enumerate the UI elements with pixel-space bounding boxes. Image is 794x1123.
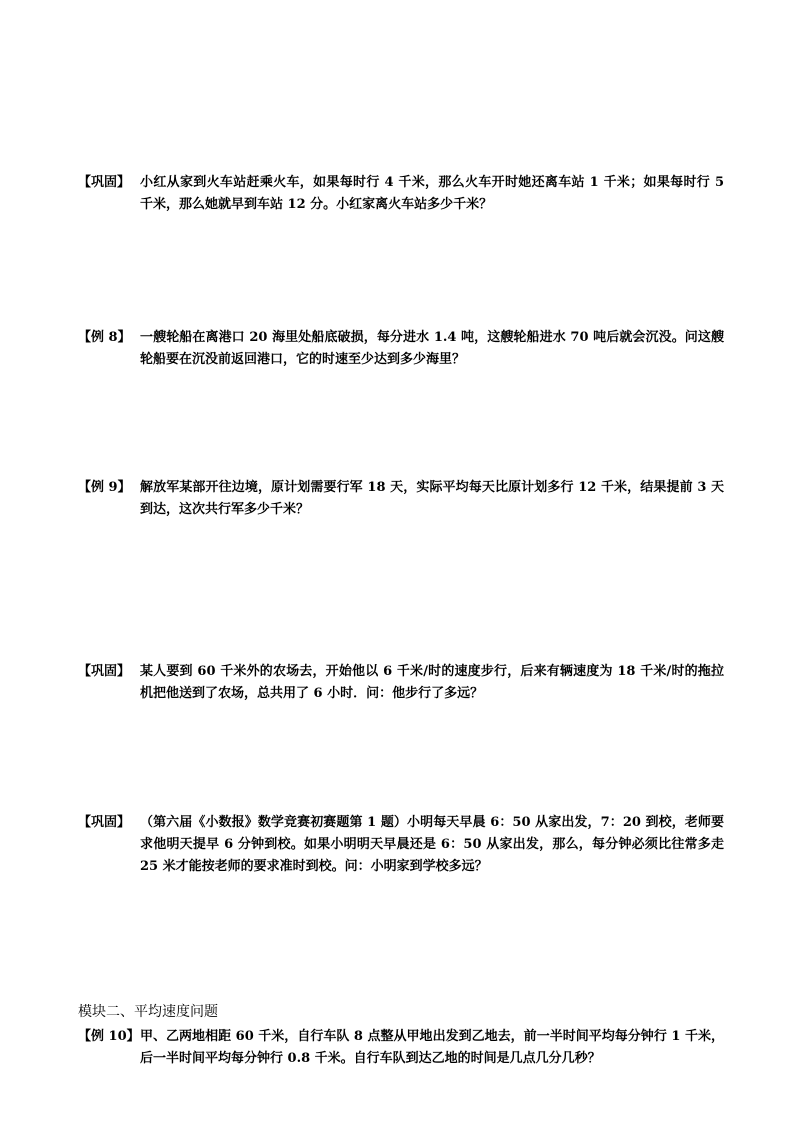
problem-tag: 【巩固】 bbox=[78, 175, 131, 190]
section-title: 模块二、平均速度问题 bbox=[78, 1004, 218, 1020]
problem-tag: 【例 9】 bbox=[78, 480, 131, 495]
problem-consolidate-3 bbox=[78, 812, 724, 878]
problem-tag: 【巩固】 bbox=[78, 664, 131, 679]
problem-consolidate-2 bbox=[78, 661, 724, 705]
problem-tag: 【例 10】 bbox=[78, 1029, 140, 1044]
problem-tag: 【例 8】 bbox=[78, 330, 131, 345]
problem-text: 某人要到 60 千米外的农场去，开始他以 6 千米/时的速度步行，后来有辆速度为 18 千米/时的拖拉机把他送到了农场，总共用了 6 小时．问：他步行了多远？ bbox=[140, 664, 724, 701]
problem-consolidate-1 bbox=[78, 172, 724, 216]
problem-text: 解放军某部开往边境，原计划需要行军 18 天，实际平均每天比原计划多行 12 千米，结果提前 3 天到达，这次共行军多少千米？ bbox=[140, 480, 724, 517]
problem-example-9 bbox=[78, 477, 724, 521]
problem-example-8 bbox=[78, 327, 724, 371]
problem-text: （第六届《小数报》数学竞赛初赛题第 1 题）小明每天早晨 6：50 从家出发，7：20 到校，老师要求他明天提早 6 分钟到校。如果小明明天早晨还是 6：50 从家出发，那么，每分钟必须比往常多走 25 米才能按老师的要求准时到校。问：小明家到学校多远？ bbox=[140, 815, 724, 874]
problem-tag: 【巩固】 bbox=[78, 815, 131, 830]
problem-text: 甲、乙两地相距 60 千米，自行车队 8 点整从甲地出发到乙地去，前一半时间平均每分钟行 1 千米，后一半时间平均每分钟行 0.8 千米。自行车队到达乙地的时间是几点几分几秒？ bbox=[140, 1029, 724, 1066]
problem-text: 一艘轮船在离港口 20 海里处船底破损，每分进水 1.4 吨，这艘轮船进水 70 吨后就会沉没。问这艘轮船要在沉没前返回港口，它的时速至少达到多少海里？ bbox=[140, 330, 724, 367]
problem-text: 小红从家到火车站赶乘火车，如果每时行 4 千米，那么火车开时她还离车站 1 千米；如果每时行 5 千米，那么她就早到车站 12 分。小红家离火车站多少千米？ bbox=[140, 175, 724, 212]
problem-example-10 bbox=[78, 1026, 724, 1070]
